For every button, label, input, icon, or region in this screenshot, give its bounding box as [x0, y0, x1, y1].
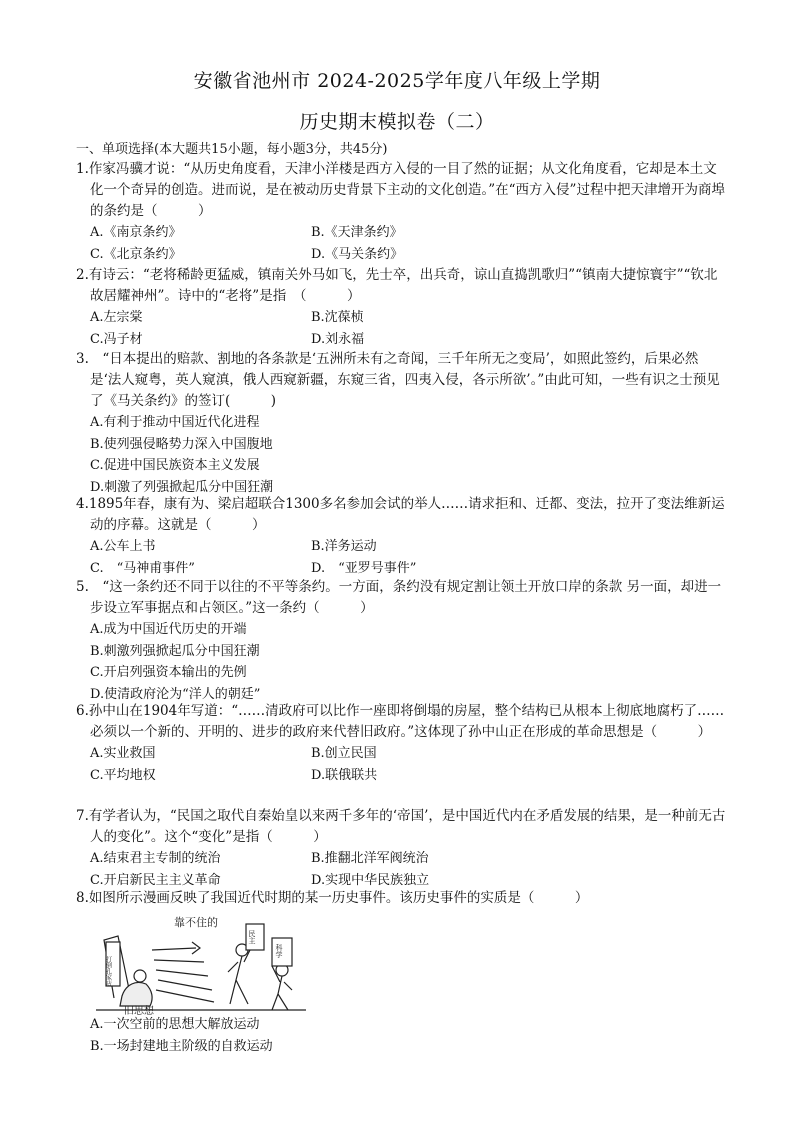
option-a: A.结束君主专制的统治 — [90, 851, 221, 866]
option-a: A.一次空前的思想大解放运动 — [90, 1017, 260, 1032]
option-a: A.公车上书 — [90, 539, 156, 554]
option-d: D.刘永福 — [311, 331, 365, 347]
option-b: B.《天津条约》 — [311, 225, 403, 240]
question-8 — [76, 888, 726, 909]
option-b: B.沈葆桢 — [311, 310, 364, 325]
option-b: B.刺激列强掀起瓜分中国狂潮 — [90, 643, 260, 659]
option-c: C.开启新民主主义革命 — [90, 872, 221, 888]
option-c: C.《北京条约》 — [90, 246, 182, 262]
option-d: D.实现中华民族独立 — [311, 872, 430, 888]
question-2 — [76, 265, 726, 350]
option-b: B.使列强侵略势力深入中国腹地 — [90, 436, 273, 452]
cartoon-label-top: 靠不住的 — [174, 916, 218, 929]
cartoon-sign-left: 打倒孔家店 — [104, 956, 112, 986]
option-a: A.成为中国近代历史的开端 — [90, 622, 247, 637]
question-1 — [76, 159, 726, 265]
question-stem: 4.1895年春，康有为、梁启超联合1300多名参加会试的举人……请求拒和、迁都、变法，拉开了变法维新运动的序幕。这就是（ ） — [76, 496, 725, 533]
option-d: D.联俄联共 — [311, 767, 378, 783]
option-c: C.平均地权 — [90, 767, 156, 783]
question-4 — [76, 494, 726, 579]
cartoon-drawing — [96, 910, 306, 1016]
option-c: C.冯子材 — [90, 331, 143, 347]
section-heading: 一、单项选择(本大题共15小题，每小题3分，共45分) — [76, 142, 388, 157]
question-3 — [76, 349, 726, 498]
question-stem: 7.有学者认为，“民国之取代自秦始皇以来两千多年的‘帝国’，是中国近代内在矛盾发展的结果，是一种前无古人的变化”。这个“变化”是指（ ） — [76, 808, 726, 845]
option-b: B.推翻北洋军阀统治 — [311, 851, 429, 866]
cartoon-label-bottom: 旧思想 — [124, 1006, 154, 1016]
option-b: B.创立民国 — [311, 746, 377, 761]
question-6 — [76, 701, 726, 786]
question-stem: 3. “日本提出的赔款、割地的各条款是‘五洲所未有之奇闻，三千年所无之变局’，如照此签约，后果必然是‘法人窥粤，英人窥滇，俄人西窥新疆，东窥三省，四夷入侵，各示所欲’。”由此可知，一些有识之士预见了《马关条约》的签订( ) — [76, 351, 720, 409]
options — [76, 1014, 726, 1057]
option-d: D.《马关条约》 — [311, 246, 404, 262]
question-stem: 8.如图所示漫画反映了我国近代时期的某一历史事件。该历史事件的实质是（ ） — [76, 890, 589, 906]
option-b: B.洋务运动 — [311, 539, 377, 554]
cartoon-sign-right: 科学 — [275, 944, 283, 958]
option-a: A.实业救国 — [90, 746, 156, 761]
options — [76, 412, 726, 498]
exam-title-line2: 历史期末模拟卷（二） — [299, 111, 495, 133]
question-5 — [76, 577, 726, 705]
option-d: D.使清政府沦为“洋人的朝廷” — [90, 686, 261, 702]
options — [76, 222, 726, 265]
options — [76, 619, 726, 705]
cartoon-sign-mid: 民主 — [248, 930, 256, 944]
question-8-options — [76, 1014, 726, 1057]
option-a: A.有利于推动中国近代化进程 — [90, 415, 260, 430]
options — [76, 307, 726, 350]
question-stem: 2.有诗云：“老将稀龄更猛威，镇南关外马如飞，先士卒，出兵奇，谅山直捣凯歌归”“镇南大捷惊寰宇”“钦北故居耀神州”。诗中的“老将”是指 （ ） — [76, 267, 718, 304]
seated-figure — [120, 983, 152, 1007]
cartoon-illustration — [96, 910, 306, 1016]
option-c: C.促进中国民族资本主义发展 — [90, 458, 260, 473]
option-a: A.左宗棠 — [90, 310, 143, 325]
question-stem: 6.孙中山在1904年写道：“……清政府可以比作一座即将倒塌的房屋，整个结构已从根本上彻底地腐朽了……必须以一个新的、开明的、进步的政府来代替旧政府。”这体现了孙中山正在形成的革命思想是（ ） — [76, 703, 725, 740]
exam-title-line1: 安徽省池州市 2024-2025学年度八年级上学期 — [193, 70, 601, 92]
options — [76, 743, 726, 786]
option-a: A.《南京条约》 — [90, 225, 182, 240]
question-7 — [76, 806, 726, 891]
option-c: C.开启列强资本输出的先例 — [90, 665, 247, 680]
option-c: C. “马神甫事件” — [90, 560, 195, 576]
question-stem: 1.作家冯骥才说：“从历史角度看，天津小洋楼是西方入侵的一目了然的证据；从文化角度看，它却是本土文化一个奇异的创造。进而说，是在被动历史背景下主动的文化创造。”在“西方入侵”过程中把天津增开为商埠的条约是（ ） — [76, 161, 725, 219]
option-b: B.一场封建地主阶级的自救运动 — [90, 1038, 273, 1054]
option-d: D. “亚罗号事件” — [311, 560, 417, 576]
option-d: D.刺激了列强掀起瓜分中国狂潮 — [90, 479, 274, 495]
options — [76, 848, 726, 891]
question-stem: 5. “这一条约还不同于以往的不平等条约。一方面，条约没有规定割让领土开放口岸的条款 另一面，却进一步设立军事据点和占领区。”这一条约（ ） — [76, 579, 722, 616]
options — [76, 536, 726, 579]
